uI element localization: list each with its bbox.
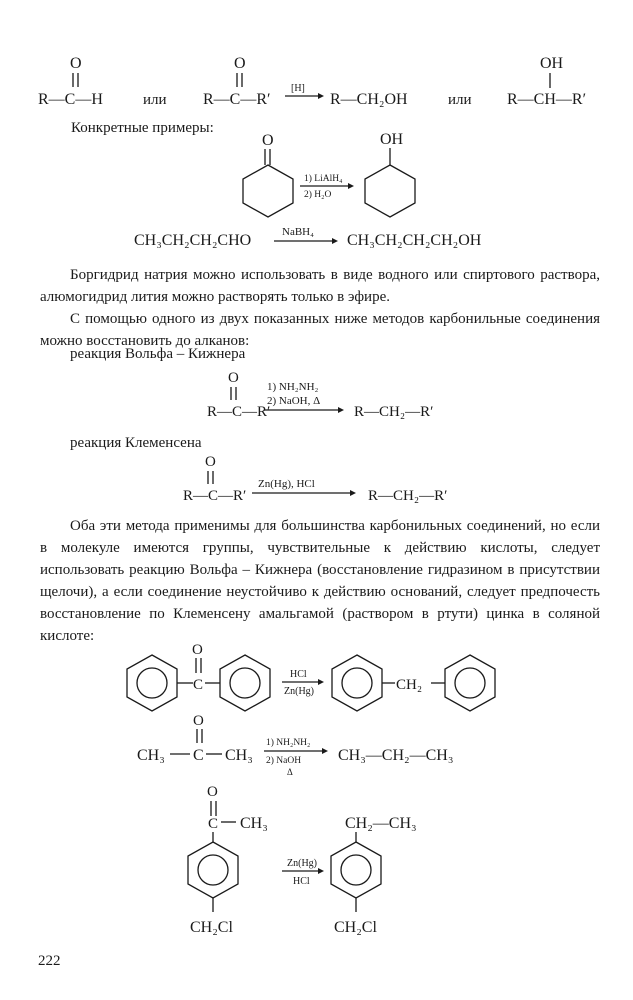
water-reagent: 2) H₂O: [304, 190, 332, 200]
ring-carbonyl-o: O: [262, 132, 274, 149]
clemmensen-title: реакция Клеменсена: [70, 435, 202, 451]
secondary-alcohol: R—CH—R′: [507, 91, 587, 108]
acetone-o: O: [193, 713, 204, 729]
wk-reagent-1: 1) NH₂NH₂: [267, 381, 319, 393]
acetone-c: C: [193, 747, 204, 764]
cl-o: O: [205, 454, 216, 470]
cyclohexanol-ring: [365, 165, 415, 217]
propane: CH₃—CH₂—CH₃: [338, 747, 454, 764]
benzene-ring-1: [127, 655, 177, 711]
ketone-o: O: [234, 55, 246, 72]
hcl-reagent: HCl: [290, 669, 307, 680]
wk-reactant: R—C—R′: [207, 404, 271, 420]
acetophenone-o: O: [207, 784, 218, 800]
reduction-reagent: [H]: [291, 83, 305, 94]
benzene-ring-3: [332, 655, 382, 711]
naoh-reagent: 2) NaOH: [266, 756, 302, 766]
aldehyde-o: O: [70, 55, 82, 72]
cyclohexanone-reduction: [0, 125, 633, 225]
benzene-ring-4: [445, 655, 495, 711]
butanal: CH₃CH₂CH₂CHO: [134, 232, 252, 249]
hcl-reagent-2: HCl: [293, 876, 310, 887]
top-scheme: [0, 0, 633, 125]
methylene: CH₂: [396, 677, 423, 693]
or-1: или: [143, 92, 167, 108]
acetone-reduction: [0, 705, 633, 785]
cyclohexanol-oh: OH: [380, 131, 404, 148]
paragraph-borohydride: Боргидрид натрия можно использовать в виде водного или спиртового раствора, алюмогидрид лития можно растворять только в эфире.: [40, 267, 600, 305]
paragraph-methods: С помощью одного из двух показанных ниже методов карбонильные соединения можно восстановить до алканов:: [40, 311, 600, 349]
butanol: CH₃CH₂CH₂CH₂OH: [347, 232, 482, 249]
acetophenone-reduction: [0, 780, 633, 950]
acetophenone-ch3: CH₃: [240, 815, 268, 832]
znhg-reagent: Zn(Hg): [284, 686, 314, 697]
wolff-kishner-scheme: [0, 360, 633, 430]
aldehyde-formula: R—C—H: [38, 91, 103, 108]
acetone-left: CH₃: [137, 747, 165, 764]
cyclohexanone-ring: [243, 165, 293, 217]
chloromethyl-right: CH₂Cl: [334, 919, 377, 936]
clemmensen-scheme: [0, 450, 633, 510]
cl-product: R—CH₂—R′: [368, 488, 448, 504]
znhg-reagent-2: Zn(Hg): [287, 858, 317, 869]
hydrazine-reagent: 1) NH₂NH₂: [266, 738, 311, 748]
paragraph-comparison: Оба эти метода применимы для большинства карбонильных соединений, но если в молекуле имеются группы, чувствительные к действию кислоты, следует использовать реакцию Вольфа – Кижнера (восстановление гидразином в присутствии щелочи), а если соединение неустойчиво к действию оснований, следует предпочесть восстановление по Клеменсену амальгамой (раствором в ртути) цинка в соляной кислоте:: [40, 518, 600, 644]
carbonyl-c: C: [193, 677, 204, 693]
wk-product: R—CH₂—R′: [354, 404, 434, 420]
page-number: 222: [38, 953, 61, 969]
secondary-alcohol-oh: OH: [540, 55, 564, 72]
ethyl-group: CH₂—CH₃: [345, 815, 417, 832]
wolff-kishner-title: реакция Вольфа – Кижнера: [70, 346, 246, 362]
acetone-right: CH₃: [225, 747, 253, 764]
acetophenone-c: C: [208, 816, 219, 832]
cl-reactant: R—C—R′: [183, 488, 247, 504]
benzene-ring-2: [220, 655, 270, 711]
liaih4-reagent: 1) LiAlH₄: [304, 174, 343, 184]
wk-o: O: [228, 370, 239, 386]
heat-symbol: Δ: [287, 767, 293, 777]
chloromethyl-left: CH₂Cl: [190, 919, 233, 936]
cl-reagent: Zn(Hg), HCl: [258, 478, 315, 490]
or-2: или: [448, 92, 472, 108]
benzene-ring-6: [331, 842, 381, 898]
nabh4-reagent: NaBH₄: [282, 226, 314, 238]
ketone-formula: R—C—R′: [203, 91, 271, 108]
examples-label: Конкретные примеры:: [71, 120, 214, 136]
benzene-ring-5: [188, 842, 238, 898]
primary-alcohol: R—CH₂OH: [330, 91, 408, 108]
carbonyl-o: O: [192, 642, 203, 658]
wk-reagent-2: 2) NaOH, Δ: [267, 395, 321, 407]
